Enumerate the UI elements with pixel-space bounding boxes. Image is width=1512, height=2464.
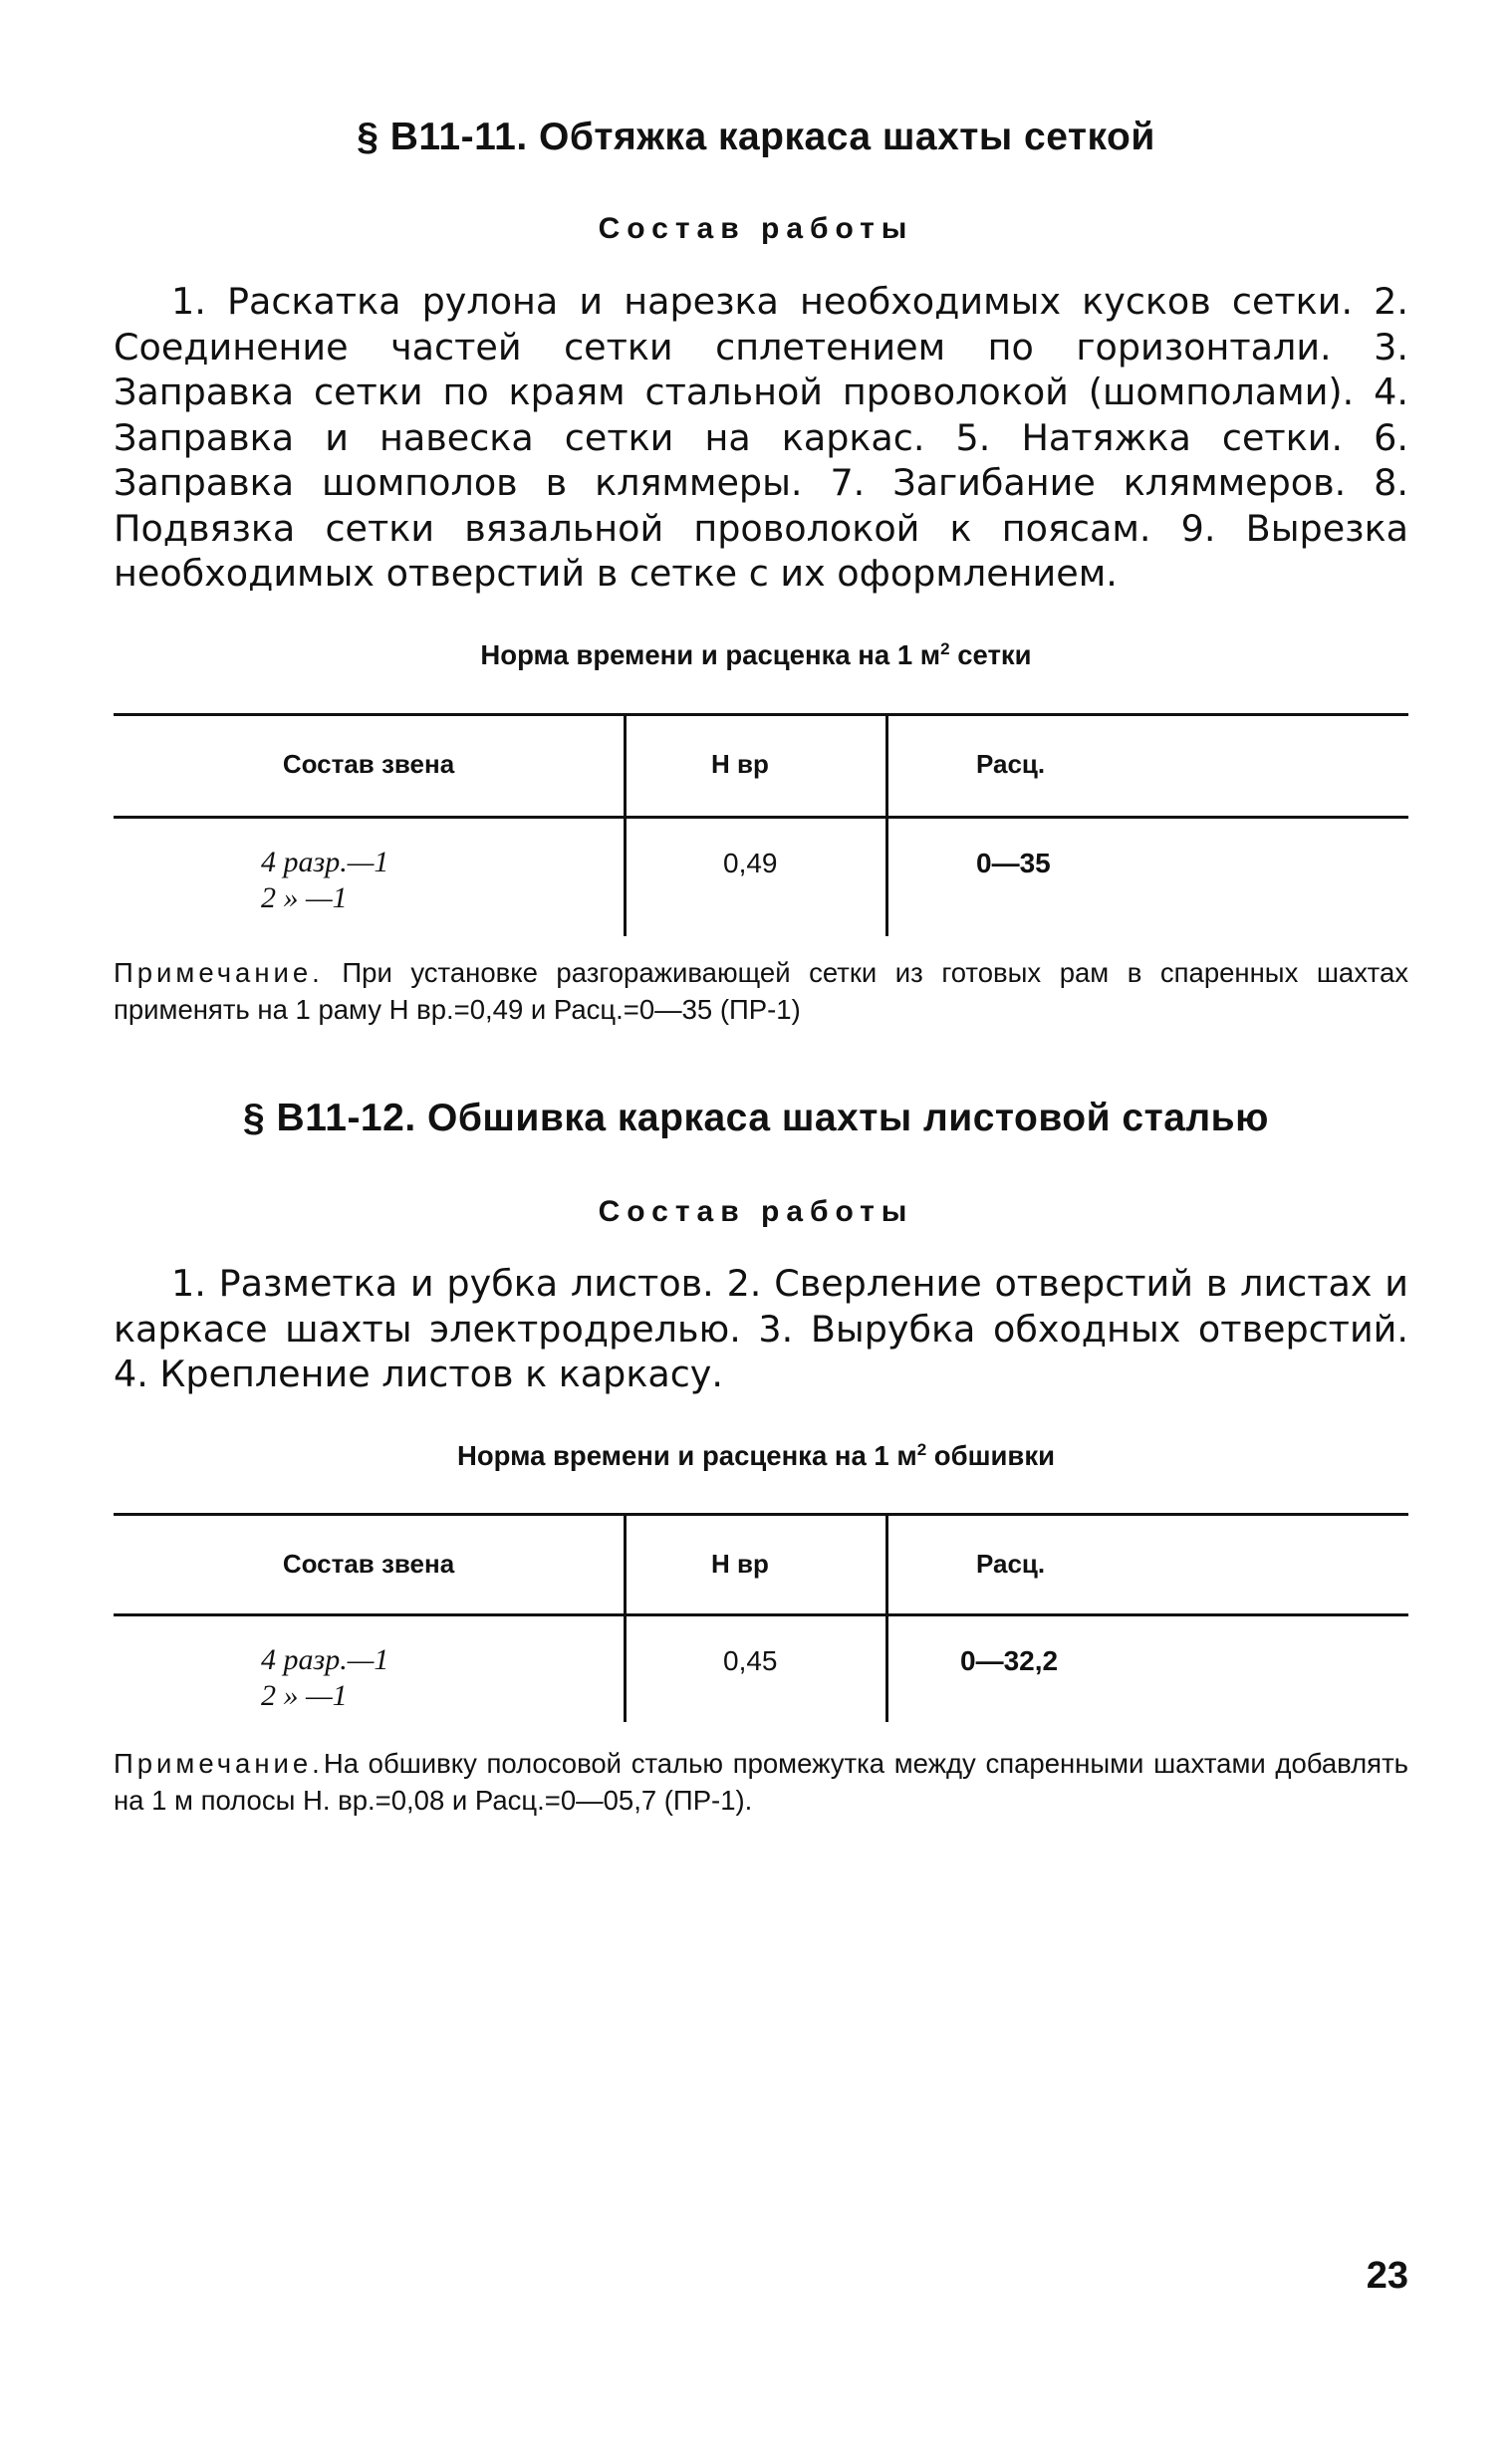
- work-composition-text: [114, 279, 1408, 597]
- table-caption: [0, 1440, 1512, 1472]
- cell-crew-line-1: 4 разр.—1: [261, 846, 389, 878]
- note: [114, 1745, 1408, 1819]
- note: [114, 954, 1408, 1028]
- caption-unit: сетки: [949, 639, 1032, 671]
- composition-heading: Состав работы: [598, 212, 914, 245]
- header-norm: Н вр: [711, 1549, 769, 1579]
- header-crew: Состав звена: [282, 749, 455, 779]
- table-top-rule: [114, 713, 1408, 716]
- work-composition-text: [114, 1261, 1408, 1397]
- note-label: Примечание.: [114, 957, 324, 988]
- work-composition-body: 1. Разметка и рубка листов. 2. Сверление отверстий в листах и каркасе шахты электродрелью. 3. Вырубка обходных отверстий. 4. Крепление листов к каркасу.: [114, 1262, 1408, 1395]
- cell-rate: 0—32,2: [960, 1645, 1059, 1676]
- table-column-rule: [624, 1513, 627, 1722]
- caption-text: Норма времени и расценка на 1 м: [480, 639, 941, 671]
- caption-unit: обшивки: [926, 1440, 1055, 1472]
- table-column-rule: [885, 1513, 888, 1722]
- composition-heading: Состав работы: [598, 1195, 914, 1228]
- note-text: На обшивку полосовой сталью промежутка между спаренными шахтами добавлять на 1 м полосы Н. вр.=0,08 и Расц.=0—05,7 (ПР-1).: [114, 1748, 1408, 1816]
- cell-crew-line-1: 4 разр.—1: [261, 1643, 389, 1676]
- caption-superscript: 2: [916, 1440, 927, 1459]
- cell-crew-line-2: 2 » —1: [261, 881, 348, 914]
- section-title-b11-11: § В11-11. Обтяжка каркаса шахты сеткой: [357, 116, 1155, 158]
- header-rate: Расц.: [976, 1549, 1046, 1579]
- table-top-rule: [114, 1513, 1408, 1516]
- cell-crew-line-2: 2 » —1: [261, 1679, 348, 1712]
- cell-norm: 0,49: [723, 848, 778, 878]
- cell-rate: 0—35: [976, 848, 1051, 878]
- norm-table: [114, 713, 1408, 936]
- work-composition-body: 1. Раскатка рулона и нарезка необходимых кусков сетки. 2. Соединение частей сетки сплетением по горизонтали. 3. Заправка сетки по краям стальной проволокой (шомполами). 4. Заправка и навеска сетки на каркас. 5. Натяжка сетки. 6. Заправка шомполов в кляммеры. 7. Загибание кляммеров. 8. Подвязка сетки вязальной проволокой к поясам. 9. Вырезка необходимых отверстий в сетке с их оформлением.: [114, 280, 1408, 595]
- table-column-rule: [885, 713, 888, 936]
- page-number: 23: [1366, 2255, 1408, 2297]
- caption-superscript: 2: [940, 639, 950, 658]
- table-caption: [0, 639, 1512, 671]
- norm-table: [114, 1513, 1408, 1722]
- caption-text: Норма времени и расценка на 1 м: [457, 1440, 917, 1472]
- note-text: При установке разгораживающей сетки из готовых рам в спаренных шахтах применять на 1 раму Н вр.=0,49 и Расц.=0—35 (ПР-1): [114, 957, 1408, 1025]
- table-header-rule: [114, 1613, 1408, 1616]
- header-norm: Н вр: [711, 749, 769, 779]
- header-crew: Состав звена: [282, 1549, 455, 1579]
- cell-norm: 0,45: [723, 1645, 778, 1676]
- section-title-b11-12: § В11-12. Обшивка каркаса шахты листовой сталью: [243, 1097, 1269, 1139]
- table-header-rule: [114, 816, 1408, 819]
- note-label: Примечание.: [114, 1748, 324, 1779]
- header-rate: Расц.: [976, 749, 1046, 779]
- table-column-rule: [624, 713, 627, 936]
